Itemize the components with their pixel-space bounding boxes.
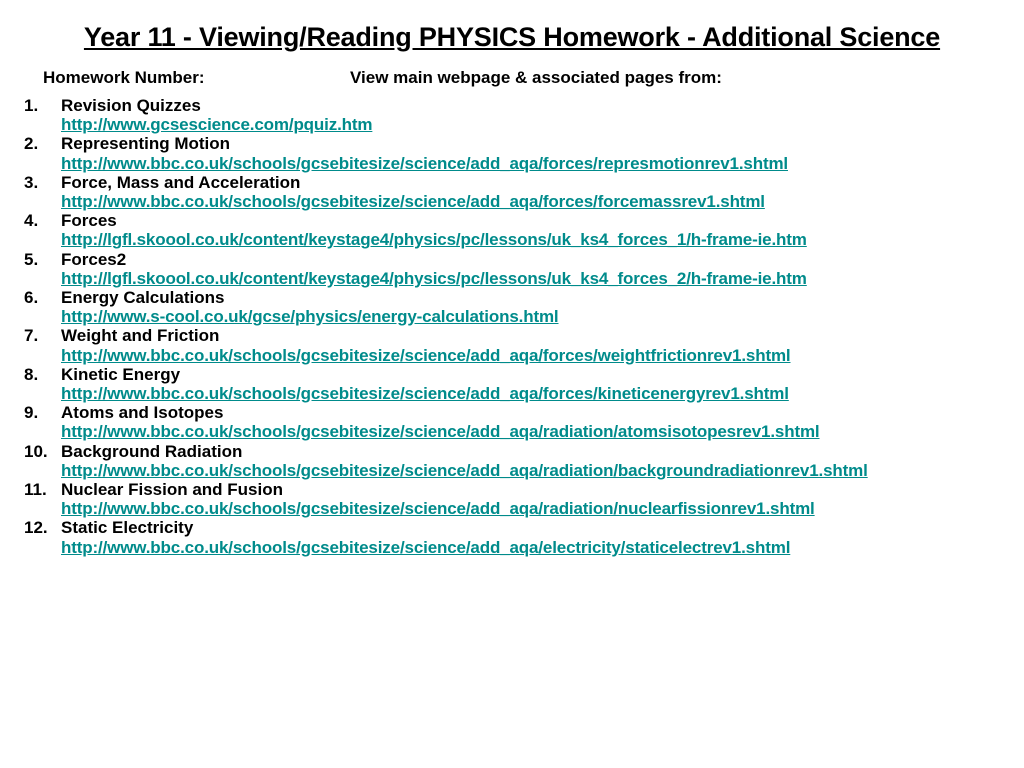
page-title: Year 11 - Viewing/Reading PHYSICS Homework - Additional Science bbox=[83, 22, 941, 52]
item-link[interactable]: http://www.bbc.co.uk/schools/gcsebitesize/science/add_aqa/radiation/backgroundradiationrev1.shtml bbox=[61, 460, 868, 480]
list-item bbox=[24, 326, 1020, 364]
list-item bbox=[24, 403, 1020, 441]
item-link[interactable]: http://www.bbc.co.uk/schools/gcsebitesize/science/add_aqa/forces/forcemassrev1.shtml bbox=[61, 192, 765, 212]
item-link[interactable]: http://www.bbc.co.uk/schools/gcsebitesize/science/add_aqa/forces/represmotionrev1.shtml bbox=[61, 153, 788, 173]
item-link[interactable]: http://www.gcsescience.com/pquiz.htm bbox=[61, 115, 373, 135]
item-number: 3. bbox=[24, 172, 39, 192]
list-item bbox=[24, 250, 1020, 288]
list-item bbox=[24, 288, 1020, 326]
list-item bbox=[24, 211, 1020, 249]
item-title: Static Electricity bbox=[61, 518, 194, 538]
item-title: Nuclear Fission and Fusion bbox=[61, 480, 283, 500]
list-item bbox=[24, 134, 1020, 172]
subheader bbox=[43, 67, 722, 89]
homework-list bbox=[24, 96, 1020, 557]
item-number: 9. bbox=[24, 403, 39, 423]
list-item bbox=[24, 518, 1020, 556]
item-link[interactable]: http://lgfl.skoool.co.uk/content/keystage4/physics/pc/lessons/uk_ks4_forces_1/h-frame-ie.htm bbox=[61, 230, 807, 250]
homework-number-label: Homework Number: bbox=[43, 68, 205, 87]
item-title: Force, Mass and Acceleration bbox=[61, 172, 301, 192]
list-item bbox=[24, 96, 1020, 134]
list-item bbox=[24, 173, 1020, 211]
item-number: 5. bbox=[24, 249, 39, 269]
item-number: 2. bbox=[24, 134, 39, 154]
item-number: 4. bbox=[24, 211, 39, 231]
item-title: Forces2 bbox=[61, 249, 127, 269]
item-title: Background Radiation bbox=[61, 441, 243, 461]
item-link[interactable]: http://lgfl.skoool.co.uk/content/keystage4/physics/pc/lessons/uk_ks4_forces_2/h-frame-ie.htm bbox=[61, 268, 807, 288]
item-number: 8. bbox=[24, 364, 39, 384]
item-link[interactable]: http://www.bbc.co.uk/schools/gcsebitesize/science/add_aqa/forces/weightfrictionrev1.shtml bbox=[61, 345, 791, 365]
item-title: Representing Motion bbox=[61, 134, 231, 154]
item-title: Atoms and Isotopes bbox=[61, 403, 224, 423]
item-link[interactable]: http://www.s-cool.co.uk/gcse/physics/energy-calculations.html bbox=[61, 307, 559, 327]
item-title: Kinetic Energy bbox=[61, 364, 181, 384]
list-item bbox=[24, 442, 1020, 480]
list-item bbox=[24, 365, 1020, 403]
item-link[interactable]: http://www.bbc.co.uk/schools/gcsebitesize/science/add_aqa/forces/kineticenergyrev1.shtml bbox=[61, 384, 789, 404]
item-link[interactable]: http://www.bbc.co.uk/schools/gcsebitesize/science/add_aqa/radiation/atomsisotopesrev1.shtml bbox=[61, 422, 820, 442]
item-title: Revision Quizzes bbox=[61, 96, 201, 115]
item-number: 1. bbox=[24, 96, 39, 115]
item-number: 12. bbox=[24, 518, 48, 538]
item-title: Forces bbox=[61, 211, 117, 231]
item-number: 6. bbox=[24, 288, 39, 308]
item-title: Energy Calculations bbox=[61, 288, 225, 308]
item-number: 11. bbox=[24, 480, 47, 500]
item-link[interactable]: http://www.bbc.co.uk/schools/gcsebitesize/science/add_aqa/radiation/nuclearfissionrev1.shtml bbox=[61, 499, 815, 519]
item-number: 10. bbox=[24, 441, 48, 461]
list-item bbox=[24, 480, 1020, 518]
item-number: 7. bbox=[24, 326, 39, 346]
item-link[interactable]: http://www.bbc.co.uk/schools/gcsebitesize/science/add_aqa/electricity/staticelectrev1.shtml bbox=[61, 537, 791, 557]
view-pages-label: View main webpage & associated pages from: bbox=[350, 68, 722, 87]
item-title: Weight and Friction bbox=[61, 326, 220, 346]
